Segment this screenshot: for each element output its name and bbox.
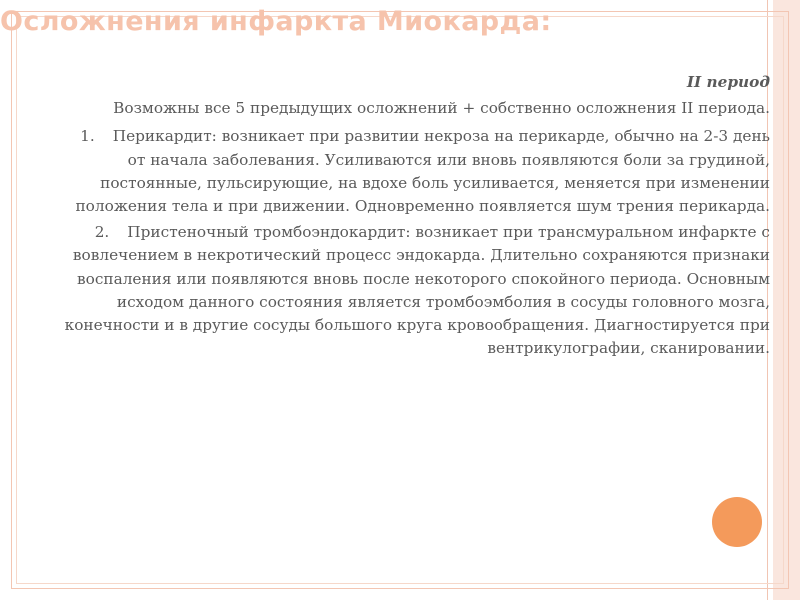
slide-title: Осложнения инфаркта Миокарда: — [0, 6, 552, 37]
list-item — [58, 221, 776, 360]
list-item-number: 1. — [80, 127, 95, 146]
list-item-text: Перикардит: возникает при развитии некроза на перикарде, обычно на 2-3 день от начала заболевания. Усиливаются или вновь появляются боли за грудиной, постоянные, пульсирующие, на вдохе боль усиливается, меняется при изменении положения тела и при движении. Одновременно появляется шум трения перикарда. — [75, 127, 770, 216]
decorative-circle — [712, 497, 762, 547]
slide-body — [58, 71, 776, 363]
period-heading: II период — [686, 73, 770, 91]
list-item-text: Пристеночный тромбоэндокардит: возникает при трансмуральном инфаркте с вовлечением в некротический процесс эндокарда. Длительно сохраняются признаки воспаления или появляются вновь после некоторого спокойного периода. Основным исходом данного состояния является тромбоэмболия в сосуды головного мозга, конечности и в другие сосуды большого круга кровообращения. Диагностируется при вентрикулографии, сканировании. — [64, 223, 770, 358]
side-decoration — [773, 0, 800, 600]
intro-paragraph: Возможны все 5 предыдущих осложнений + собственно осложнения II периода. — [113, 99, 770, 118]
list-item-number: 2. — [94, 223, 110, 242]
list-item — [58, 125, 776, 218]
